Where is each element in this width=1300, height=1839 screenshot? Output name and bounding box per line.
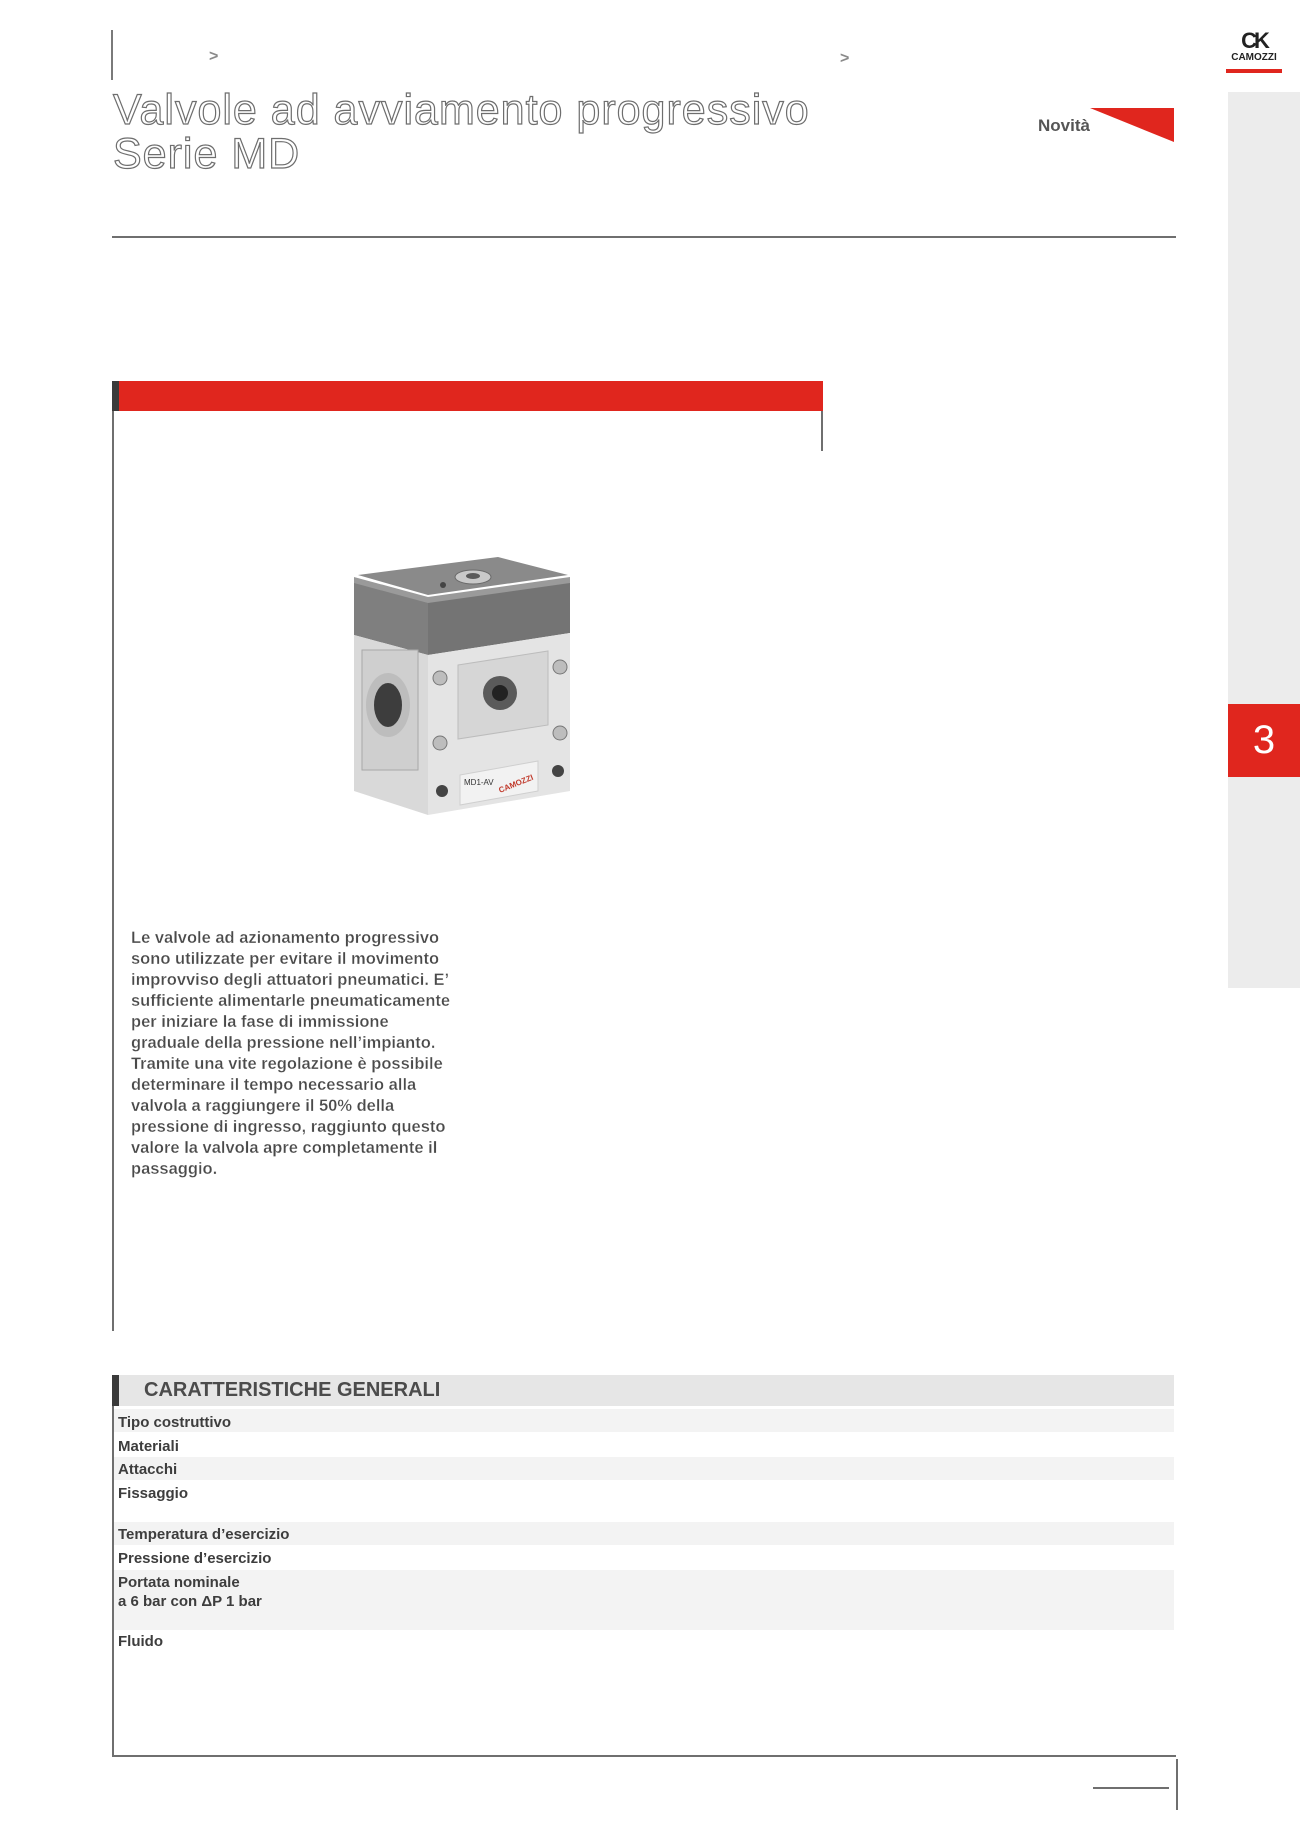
product-box-left-rule — [112, 411, 114, 1331]
new-badge-flag-icon — [1090, 108, 1174, 142]
breadcrumb-separator: > — [209, 48, 219, 65]
spec-label-materiali: Materiali — [118, 1438, 179, 1455]
logo-underline — [1226, 69, 1282, 73]
product-brand-label: CAMOZZI — [497, 772, 535, 795]
spec-label-portata: Portata nominale — [118, 1574, 240, 1591]
page-title — [113, 88, 873, 176]
page-title-line2: Serie MD — [113, 130, 301, 178]
spec-label-pressione: Pressione d’esercizio — [118, 1550, 272, 1567]
spec-row-bg — [114, 1409, 1174, 1432]
side-index-strip — [1228, 92, 1300, 988]
specs-header-marker — [112, 1375, 119, 1406]
specs-frame-bottom — [112, 1755, 1176, 1757]
breadcrumb-rule — [111, 30, 113, 80]
new-badge-label: Novità — [1038, 116, 1090, 135]
spec-label-fluido: Fluido — [118, 1633, 163, 1650]
specs-title: CARATTERISTICHE GENERALI — [144, 1379, 441, 1401]
spec-label-tipo-costruttivo: Tipo costruttivo — [118, 1414, 232, 1431]
spec-label-temperatura: Temperatura d’esercizio — [118, 1526, 290, 1543]
spec-label-portata-note: a 6 bar con ΔP 1 bar — [118, 1593, 262, 1610]
product-image — [348, 555, 578, 825]
spec-row-bg — [114, 1570, 1174, 1630]
product-model-label: MD1-AV — [464, 778, 494, 787]
breadcrumb-separator: > — [840, 50, 850, 67]
footer-rule-horizontal — [1093, 1787, 1169, 1789]
specs-frame-left — [112, 1406, 114, 1756]
logo-mark: CK — [1241, 28, 1267, 53]
spec-label-attacchi: Attacchi — [118, 1461, 178, 1478]
footer-rule-vertical — [1176, 1759, 1178, 1810]
chapter-tab[interactable]: 3 — [1228, 704, 1300, 777]
product-description: Le valvole ad azionamento progressivo sono utilizzate per evitare il movimento improvviso degli attuatori pneumatici. E’ sufficiente alimentarle pneumaticamente per iniziare la fase di immissione graduale della pressione nell’impianto. Tramite una vite regolazione è possibile determinare il tempo necessario alla valvola a raggiungere il 50% della pressione di ingresso, raggiunto questo valore la valvola apre completamente il passaggio. — [131, 929, 451, 1178]
spec-label-fissaggio: Fissaggio — [118, 1485, 189, 1502]
product-banner — [112, 381, 823, 411]
spec-row-bg — [114, 1457, 1174, 1480]
page-title-line1: Valvole ad avviamento progressivo — [113, 86, 810, 134]
logo-wordmark: CAMOZZI — [1231, 52, 1277, 63]
product-box-right-rule — [821, 411, 823, 451]
product-banner-marker — [112, 381, 119, 411]
title-divider — [112, 236, 1176, 238]
